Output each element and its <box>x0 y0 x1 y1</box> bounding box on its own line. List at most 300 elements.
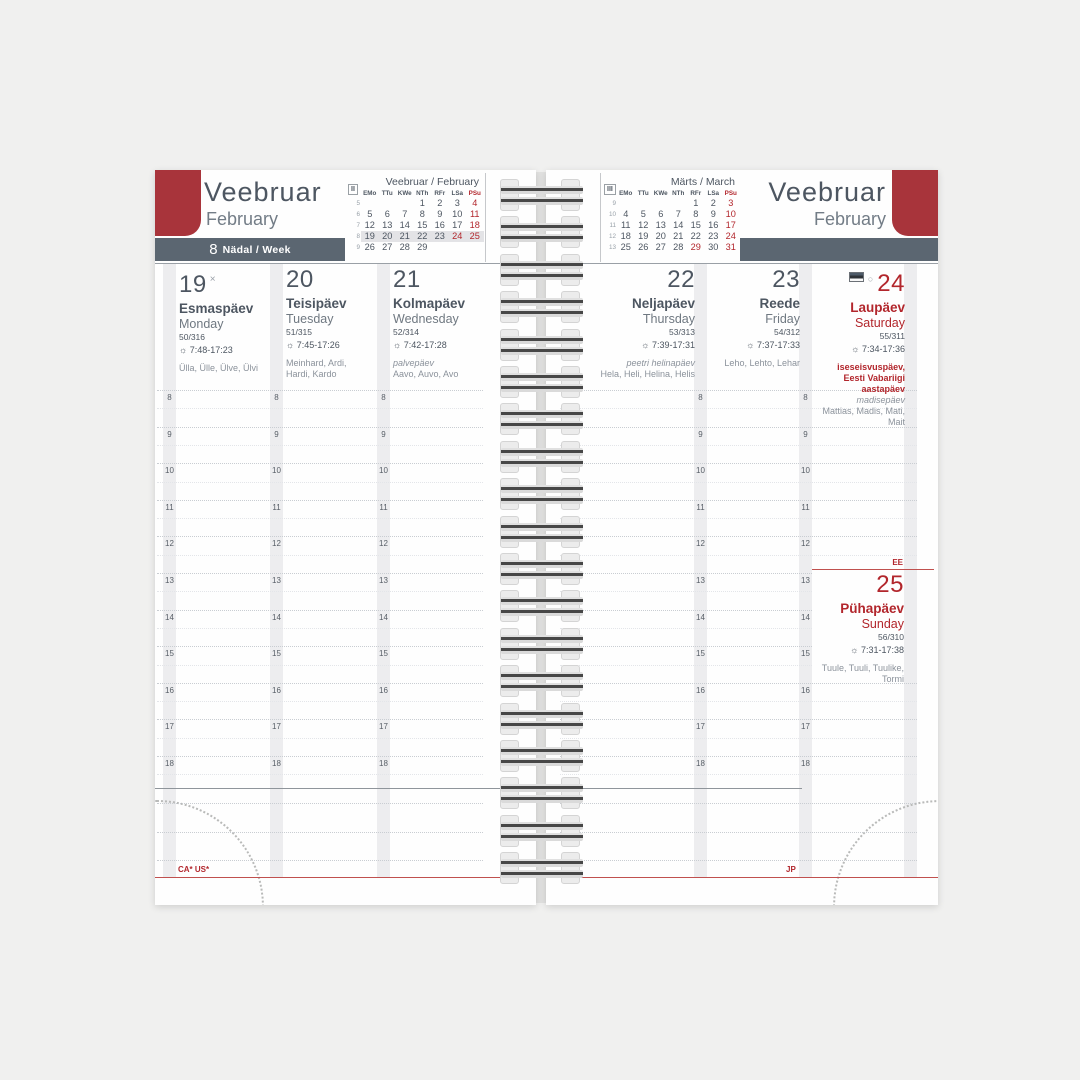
hour-label-10: 10 <box>801 466 810 475</box>
binding-hole-left <box>500 553 519 585</box>
week-label: Nädal / Week <box>222 243 291 256</box>
binding-wire <box>501 410 583 418</box>
day-number: 19 <box>179 271 207 298</box>
binding-wire <box>501 261 583 269</box>
sunrise-sunset: ☼ 7:31-17:38 <box>850 645 904 655</box>
date-cell: 12 <box>638 220 649 230</box>
binding-wire <box>501 347 583 355</box>
binding-hole-left <box>500 478 519 510</box>
date-cell: 3 <box>728 198 734 208</box>
date-cell: 25 <box>620 242 631 252</box>
hour-line <box>157 719 483 720</box>
binding-hole-right <box>561 590 580 622</box>
hour-label-9: 9 <box>698 430 703 439</box>
week-bar <box>155 238 345 261</box>
hour-line <box>560 536 917 537</box>
mini-calendar-week-row <box>347 198 485 209</box>
binding-hole-left <box>500 703 519 735</box>
binding-hole-right <box>561 366 580 398</box>
hour-label-14: 14 <box>379 613 388 622</box>
hour-label-11: 11 <box>165 503 174 512</box>
date-cell: 14 <box>399 220 410 230</box>
week-bar-right <box>740 238 938 261</box>
mini-calendar-week-row <box>347 220 485 231</box>
day-name-en: Tuesday <box>286 312 334 326</box>
date-cell: 2 <box>437 198 443 208</box>
binding-hole-left <box>500 403 519 435</box>
hour-label-18: 18 <box>801 759 810 768</box>
dow-cell: TTu <box>637 190 649 197</box>
day-number: 24 <box>877 270 905 297</box>
date-cell: 31 <box>725 242 736 252</box>
hour-label-14: 14 <box>696 613 705 622</box>
binding-wire <box>501 523 583 531</box>
date-cell: 25 <box>466 231 484 242</box>
hour-label-15: 15 <box>696 649 705 658</box>
day-name-en: Thursday <box>642 312 695 326</box>
dow-cell: NTh <box>416 190 429 197</box>
binding-wire <box>501 683 583 691</box>
hour-line <box>560 463 917 464</box>
half-line <box>157 555 483 556</box>
hour-label-13: 13 <box>165 576 174 585</box>
half-line <box>157 628 483 629</box>
day-number-row <box>814 267 905 299</box>
day-number-row <box>179 267 266 300</box>
binding-wire <box>501 485 583 493</box>
mini-calendar-week-row <box>603 231 741 242</box>
hour-label-16: 16 <box>165 686 174 695</box>
date-cell: 7 <box>675 209 681 219</box>
binding-hole-right <box>561 665 580 697</box>
binding-wire <box>501 795 583 803</box>
date-cell: 27 <box>382 242 393 252</box>
week-number-cell: 12 <box>608 233 616 240</box>
day-name-en: Friday <box>765 312 800 326</box>
day-name-en: Monday <box>179 317 224 331</box>
binding-hole-right <box>561 740 580 772</box>
day-of-year: 50/316 <box>179 332 205 342</box>
binding-wire <box>501 758 583 766</box>
day-of-year: 54/312 <box>774 327 800 337</box>
binding-wire <box>501 309 583 317</box>
day-number-row <box>814 572 904 600</box>
binding-wire <box>501 608 583 616</box>
grid-end-line-right <box>546 788 802 789</box>
hour-label-14: 14 <box>272 613 281 622</box>
hour-label-11: 11 <box>272 503 281 512</box>
hour-label-11: 11 <box>696 503 705 512</box>
dow-cell: LSa <box>451 190 464 197</box>
binding-wire <box>501 822 583 830</box>
date-cell: 30 <box>708 242 719 252</box>
hour-label-9: 9 <box>381 430 386 439</box>
week-number-cell: 11 <box>609 222 616 229</box>
date-cell: 1 <box>693 198 699 208</box>
date-cell: 6 <box>384 209 390 219</box>
hour-label-16: 16 <box>696 686 705 695</box>
name-days: Hela, Heli, Helina, Helis <box>600 369 695 379</box>
header-separator-right <box>546 263 938 264</box>
date-cell: 11 <box>469 209 480 219</box>
hour-label-12: 12 <box>272 539 281 548</box>
binding-wire <box>501 336 583 344</box>
hour-line <box>157 860 483 861</box>
binding-wire <box>501 635 583 643</box>
sunrise-sunset: ☼ 7:45-17:26 <box>286 340 340 350</box>
date-cell: 23 <box>431 231 449 242</box>
date-cell <box>670 198 688 209</box>
date-cell: 14 <box>673 220 684 230</box>
hour-line <box>157 390 483 391</box>
binding-wire <box>501 421 583 429</box>
left-page <box>155 170 536 905</box>
date-cell: 28 <box>399 242 410 252</box>
hour-label-16: 16 <box>801 686 810 695</box>
binding-hole-right <box>561 777 580 809</box>
hour-label-17: 17 <box>165 722 174 731</box>
binding-hole-left <box>500 628 519 660</box>
date-cell: 6 <box>658 209 664 219</box>
binding-hole-right <box>561 852 580 884</box>
mini-calendar-february <box>345 173 486 262</box>
week-number-cell: 9 <box>612 200 616 207</box>
dow-cell: TTu <box>381 190 393 197</box>
name-days: Tuule, Tuuli, Tuulike, Tormi <box>821 663 904 684</box>
hour-line <box>560 860 917 861</box>
day-extra <box>814 663 904 685</box>
half-line <box>560 738 917 739</box>
day-number: 20 <box>286 266 314 293</box>
day-name-en: Wednesday <box>393 312 459 326</box>
binding-hole-left <box>500 441 519 473</box>
binding-hole-right <box>561 329 580 361</box>
hour-stripe <box>799 264 812 877</box>
hour-label-17: 17 <box>272 722 281 731</box>
hour-label-8: 8 <box>803 393 808 402</box>
binding-wire <box>501 234 583 242</box>
hour-stripe <box>270 264 283 877</box>
hour-line <box>157 832 483 833</box>
day-header-21 <box>393 267 479 380</box>
name-days: Aavo, Auvo, Avo <box>393 369 459 379</box>
date-cell: 9 <box>710 209 716 219</box>
day-number-row <box>286 267 373 295</box>
date-cell: 19 <box>638 231 649 241</box>
hour-label-12: 12 <box>801 539 810 548</box>
week-number-cell: 13 <box>608 244 616 251</box>
hour-label-15: 15 <box>801 649 810 658</box>
binding-wire <box>501 870 583 878</box>
binding-hole-left <box>500 291 519 323</box>
dow-cell: EMo <box>363 190 377 197</box>
hour-label-13: 13 <box>379 576 388 585</box>
day-header-23 <box>709 267 800 369</box>
day-header-22 <box>562 267 695 380</box>
mini-calendar-week-row <box>603 209 741 220</box>
binding-wire <box>501 534 583 542</box>
binding-wire <box>501 459 583 467</box>
hour-label-8: 8 <box>381 393 386 402</box>
date-cell: 27 <box>655 242 666 252</box>
month-tab-right <box>892 170 938 236</box>
hour-label-15: 15 <box>272 649 281 658</box>
date-cell: 18 <box>620 231 631 241</box>
hour-label-18: 18 <box>272 759 281 768</box>
hour-label-13: 13 <box>272 576 281 585</box>
day-extra <box>709 358 800 369</box>
date-cell: 22 <box>414 231 432 242</box>
name-days: Leho, Lehto, Lehar <box>724 358 800 368</box>
hour-label-12: 12 <box>165 539 174 548</box>
right-page <box>546 170 938 905</box>
binding-wire <box>501 223 583 231</box>
dow-header-row <box>603 189 741 198</box>
name-days: Meinhard, Ardi, Hardi, Kardo <box>286 358 347 379</box>
binding-hole-right <box>561 478 580 510</box>
footnote-jp: JP <box>786 865 796 874</box>
binding-hole-right <box>561 403 580 435</box>
sunday-divider-line <box>812 569 934 570</box>
binding-hole-left <box>500 366 519 398</box>
binding-hole-left <box>500 815 519 847</box>
hour-stripe <box>904 264 917 877</box>
week-number-cell: 8 <box>356 233 360 240</box>
date-cell <box>379 198 397 209</box>
date-cell: 26 <box>364 242 375 252</box>
sunrise-sunset: ☼ 7:42-17:28 <box>393 340 447 350</box>
binding-wire <box>501 646 583 654</box>
binding-wire <box>501 373 583 381</box>
binding-hole-left <box>500 216 519 248</box>
half-line <box>560 482 917 483</box>
dow-cell: PSu <box>724 190 737 197</box>
holiday-name: iseseisvuspäev, Eesti Vabariigi aastapäev <box>837 362 905 394</box>
half-line <box>560 555 917 556</box>
hour-label-16: 16 <box>379 686 388 695</box>
day-of-year: 55/311 <box>879 331 905 341</box>
date-cell <box>635 198 653 209</box>
day-number: 22 <box>667 266 695 293</box>
binding-wire <box>501 496 583 504</box>
mini-calendar-week-row <box>603 242 741 253</box>
week-number-cell: 5 <box>356 200 360 207</box>
date-cell: 24 <box>449 231 467 242</box>
hour-label-10: 10 <box>379 466 388 475</box>
half-line <box>560 701 917 702</box>
sunrise-sunset: ☼ 7:37-17:33 <box>746 340 800 350</box>
date-cell: 28 <box>673 242 684 252</box>
date-cell: 26 <box>638 242 649 252</box>
hour-label-10: 10 <box>272 466 281 475</box>
binding-wire <box>501 747 583 755</box>
hour-label-9: 9 <box>167 430 172 439</box>
hour-label-11: 11 <box>379 503 388 512</box>
date-cell: 16 <box>708 220 719 230</box>
sunrise-sunset: ☼ 7:39-17:31 <box>641 340 695 350</box>
half-line <box>560 445 917 446</box>
mini-calendar-grid <box>347 189 485 253</box>
date-cell: 18 <box>469 220 480 230</box>
binding-wire <box>501 448 583 456</box>
date-cell: 10 <box>452 209 463 219</box>
binding-wire <box>501 710 583 718</box>
header-separator <box>155 263 536 264</box>
hour-label-13: 13 <box>696 576 705 585</box>
binding-hole-right <box>561 179 580 211</box>
hour-stripe <box>694 264 707 877</box>
week-number-cell: 9 <box>356 244 360 251</box>
day-name-et: Esmaspäev <box>179 301 254 316</box>
hour-label-9: 9 <box>803 430 808 439</box>
dow-cell: RFr <box>690 190 702 197</box>
month-tab-left <box>155 170 201 236</box>
binding-wire <box>501 186 583 194</box>
day-of-year: 53/313 <box>669 327 695 337</box>
date-cell: 29 <box>690 242 701 252</box>
date-cell: 8 <box>693 209 699 219</box>
day-number: 23 <box>772 266 800 293</box>
binding-wire <box>501 672 583 680</box>
mini-calendar-week-row <box>603 198 741 209</box>
hour-line <box>157 427 483 428</box>
day-extra <box>814 362 905 428</box>
half-line <box>157 701 483 702</box>
hour-line <box>560 500 917 501</box>
date-cell <box>617 198 635 209</box>
date-cell: 13 <box>655 220 666 230</box>
date-cell: 10 <box>725 209 736 219</box>
mini-calendar-week-row <box>347 209 485 220</box>
dow-cell: PSu <box>468 190 481 197</box>
date-cell: 20 <box>379 231 397 242</box>
date-cell: 24 <box>725 231 736 241</box>
date-cell <box>431 242 449 253</box>
hour-stripe <box>163 264 176 877</box>
half-line <box>157 482 483 483</box>
day-name-et: Neljapäev <box>631 296 695 311</box>
half-line <box>157 591 483 592</box>
binding-wire <box>501 597 583 605</box>
hour-line <box>157 756 483 757</box>
binding-wire <box>501 384 583 392</box>
week-number-cell: 10 <box>608 211 616 218</box>
date-cell <box>466 242 484 253</box>
sunrise-sunset: ☼ 7:48-17:23 <box>179 345 233 355</box>
binding-wire <box>501 298 583 306</box>
full-moon-icon: ○ <box>867 274 874 284</box>
binding-hole-right <box>561 216 580 248</box>
week-number-cell: 7 <box>356 222 360 229</box>
hour-line <box>560 832 917 833</box>
binding-hole-right <box>561 703 580 735</box>
date-cell: 5 <box>367 209 373 219</box>
day-header-25 <box>814 572 904 685</box>
day-extra <box>393 358 479 380</box>
date-cell: 4 <box>472 198 478 208</box>
day-name-et: Pühapäev <box>840 601 904 616</box>
date-cell <box>449 242 467 253</box>
day-number-row <box>562 267 695 295</box>
hour-line <box>157 683 483 684</box>
date-cell: 17 <box>725 220 736 230</box>
bottom-red-line <box>155 877 536 878</box>
date-cell: 21 <box>396 231 414 242</box>
date-cell: 29 <box>417 242 428 252</box>
hour-label-17: 17 <box>696 722 705 731</box>
binding-hole-left <box>500 777 519 809</box>
mini-calendar-week-row <box>347 231 485 242</box>
binding-hole-left <box>500 852 519 884</box>
binding-wire <box>501 833 583 841</box>
hour-label-15: 15 <box>165 649 174 658</box>
hour-line <box>157 463 483 464</box>
date-cell: 19 <box>361 231 379 242</box>
binding-hole-left <box>500 254 519 286</box>
dow-cell: RFr <box>434 190 446 197</box>
date-cell: 15 <box>690 220 701 230</box>
hour-label-13: 13 <box>801 576 810 585</box>
grid-end-line <box>155 788 536 789</box>
day-name-et: Teisipäev <box>286 296 347 311</box>
hour-line <box>560 719 917 720</box>
day-name-et: Laupäev <box>850 300 905 315</box>
day-of-year: 52/314 <box>393 327 419 337</box>
binding-wire <box>501 197 583 205</box>
hour-label-17: 17 <box>801 722 810 731</box>
day-header-24 <box>814 267 905 428</box>
date-cell <box>396 198 414 209</box>
corner-perforation-arc <box>155 800 264 905</box>
date-cell: 15 <box>417 220 428 230</box>
hour-label-9: 9 <box>274 430 279 439</box>
binding-hole-right <box>561 815 580 847</box>
date-cell: 23 <box>708 231 719 241</box>
binding-hole-left <box>500 516 519 548</box>
mini-calendar-march <box>600 173 741 262</box>
hour-label-17: 17 <box>379 722 388 731</box>
date-cell: 16 <box>434 220 445 230</box>
hour-line <box>560 646 812 647</box>
half-line <box>560 628 812 629</box>
mini-calendar-week-row <box>347 242 485 253</box>
binding-hole-left <box>500 590 519 622</box>
folk-day-name: madisepäev <box>856 395 905 405</box>
date-cell: 11 <box>620 220 631 230</box>
binding-hole-right <box>561 441 580 473</box>
half-line <box>560 665 812 666</box>
hour-label-8: 8 <box>167 393 172 402</box>
ee-region-label: EE <box>892 558 903 567</box>
hour-line <box>157 500 483 501</box>
month-numeral-badge: II <box>348 184 358 195</box>
dow-cell: LSa <box>707 190 720 197</box>
hour-label-15: 15 <box>379 649 388 658</box>
hour-line <box>157 573 483 574</box>
hour-label-11: 11 <box>801 503 810 512</box>
dow-header-row <box>347 189 485 198</box>
binding-hole-left <box>500 740 519 772</box>
day-name-en: Sunday <box>861 617 904 631</box>
hour-line <box>560 803 917 804</box>
hour-line <box>157 610 483 611</box>
half-line <box>157 518 483 519</box>
day-of-year: 51/315 <box>286 327 312 337</box>
hour-label-12: 12 <box>696 539 705 548</box>
month-title-en-right: February <box>813 209 886 229</box>
date-cell: 13 <box>382 220 393 230</box>
hour-label-8: 8 <box>698 393 703 402</box>
